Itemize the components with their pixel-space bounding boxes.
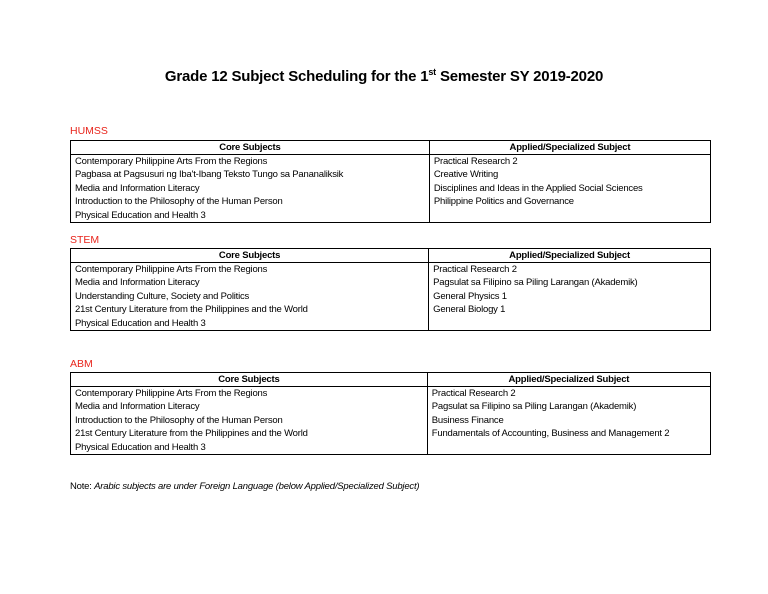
- core-subjects-header: Core Subjects: [71, 141, 430, 155]
- list-item: Contemporary Philippine Arts From the Regions: [75, 264, 268, 275]
- title-suffix: Semester SY 2019-2020: [435, 68, 604, 85]
- list-item: 21st Century Literature from the Philippines and the World: [75, 304, 308, 316]
- core-subjects-header: Core Subjects: [71, 249, 429, 263]
- table-header-row: [71, 141, 711, 155]
- title-prefix: Grade 12 Subject Scheduling for the 1: [164, 68, 429, 85]
- list-item: Introduction to the Philosophy of the Human Person: [75, 196, 283, 208]
- list-item: Physical Education and Health 3: [75, 317, 206, 329]
- title-superscript: st: [428, 67, 436, 77]
- list-item: Media and Information Literacy: [75, 401, 200, 413]
- list-item: Understanding Culture, Society and Politics: [75, 290, 250, 302]
- list-item: Media and Information Literacy: [75, 277, 200, 289]
- list-item: Philippine Politics and Governance: [433, 196, 574, 208]
- list-item: Physical Education and Health 3: [75, 441, 206, 453]
- applied-subjects-cell: [429, 263, 711, 331]
- list-item: Introduction to the Philosophy of the Human Person: [75, 414, 283, 426]
- note-prefix: Note:: [70, 481, 95, 492]
- list-item: General Physics 1: [433, 290, 507, 302]
- core-subjects-cell: [71, 387, 428, 455]
- applied-subjects-header: Applied/Specialized Subject: [427, 373, 710, 387]
- list-item: Practical Research 2: [433, 156, 518, 167]
- list-item: Business Finance: [431, 414, 504, 426]
- schedule-table-humss: [70, 140, 711, 223]
- core-subjects-cell: [71, 263, 429, 331]
- note-text: Arabic subjects are under Foreign Language (below Applied/Specialized Subject): [94, 481, 420, 492]
- list-item: 21st Century Literature from the Philippines and the World: [75, 428, 308, 440]
- core-subjects-header: Core Subjects: [71, 373, 428, 387]
- list-item: Pagbasa at Pagsusuri ng Iba't-Ibang Teksto Tungo sa Pananaliksik: [75, 169, 344, 181]
- list-item: Practical Research 2: [431, 388, 516, 399]
- core-subjects-cell: [71, 155, 430, 223]
- schedule-table-abm: [70, 372, 711, 455]
- footnote: [70, 481, 419, 492]
- list-item: Pagsulat sa Filipino sa Piling Larangan (Akademik): [431, 401, 637, 413]
- list-item: Contemporary Philippine Arts From the Regions: [75, 388, 268, 399]
- section-label-stem: STEM: [70, 234, 100, 246]
- section-label-humss: HUMSS: [70, 125, 108, 137]
- schedule-table-stem: [70, 248, 711, 331]
- section-label-abm: ABM: [70, 358, 93, 370]
- page-title: [0, 68, 768, 85]
- table-header-row: [71, 373, 711, 387]
- table-row: [71, 155, 711, 223]
- applied-subjects-cell: [427, 387, 710, 455]
- list-item: Disciplines and Ideas in the Applied Social Sciences: [433, 182, 643, 194]
- applied-subjects-header: Applied/Specialized Subject: [429, 249, 711, 263]
- list-item: Fundamentals of Accounting, Business and Management 2: [431, 428, 670, 440]
- list-item: Pagsulat sa Filipino sa Piling Larangan (Akademik): [433, 277, 638, 289]
- list-item: General Biology 1: [433, 304, 506, 316]
- applied-subjects-cell: [429, 155, 710, 223]
- table-row: [71, 387, 711, 455]
- table-header-row: [71, 249, 711, 263]
- applied-subjects-header: Applied/Specialized Subject: [429, 141, 710, 155]
- list-item: Media and Information Literacy: [75, 182, 200, 194]
- table-row: [71, 263, 711, 331]
- list-item: Practical Research 2: [433, 264, 517, 275]
- list-item: Contemporary Philippine Arts From the Regions: [75, 156, 268, 167]
- list-item: Physical Education and Health 3: [75, 209, 206, 221]
- list-item: Creative Writing: [433, 169, 499, 181]
